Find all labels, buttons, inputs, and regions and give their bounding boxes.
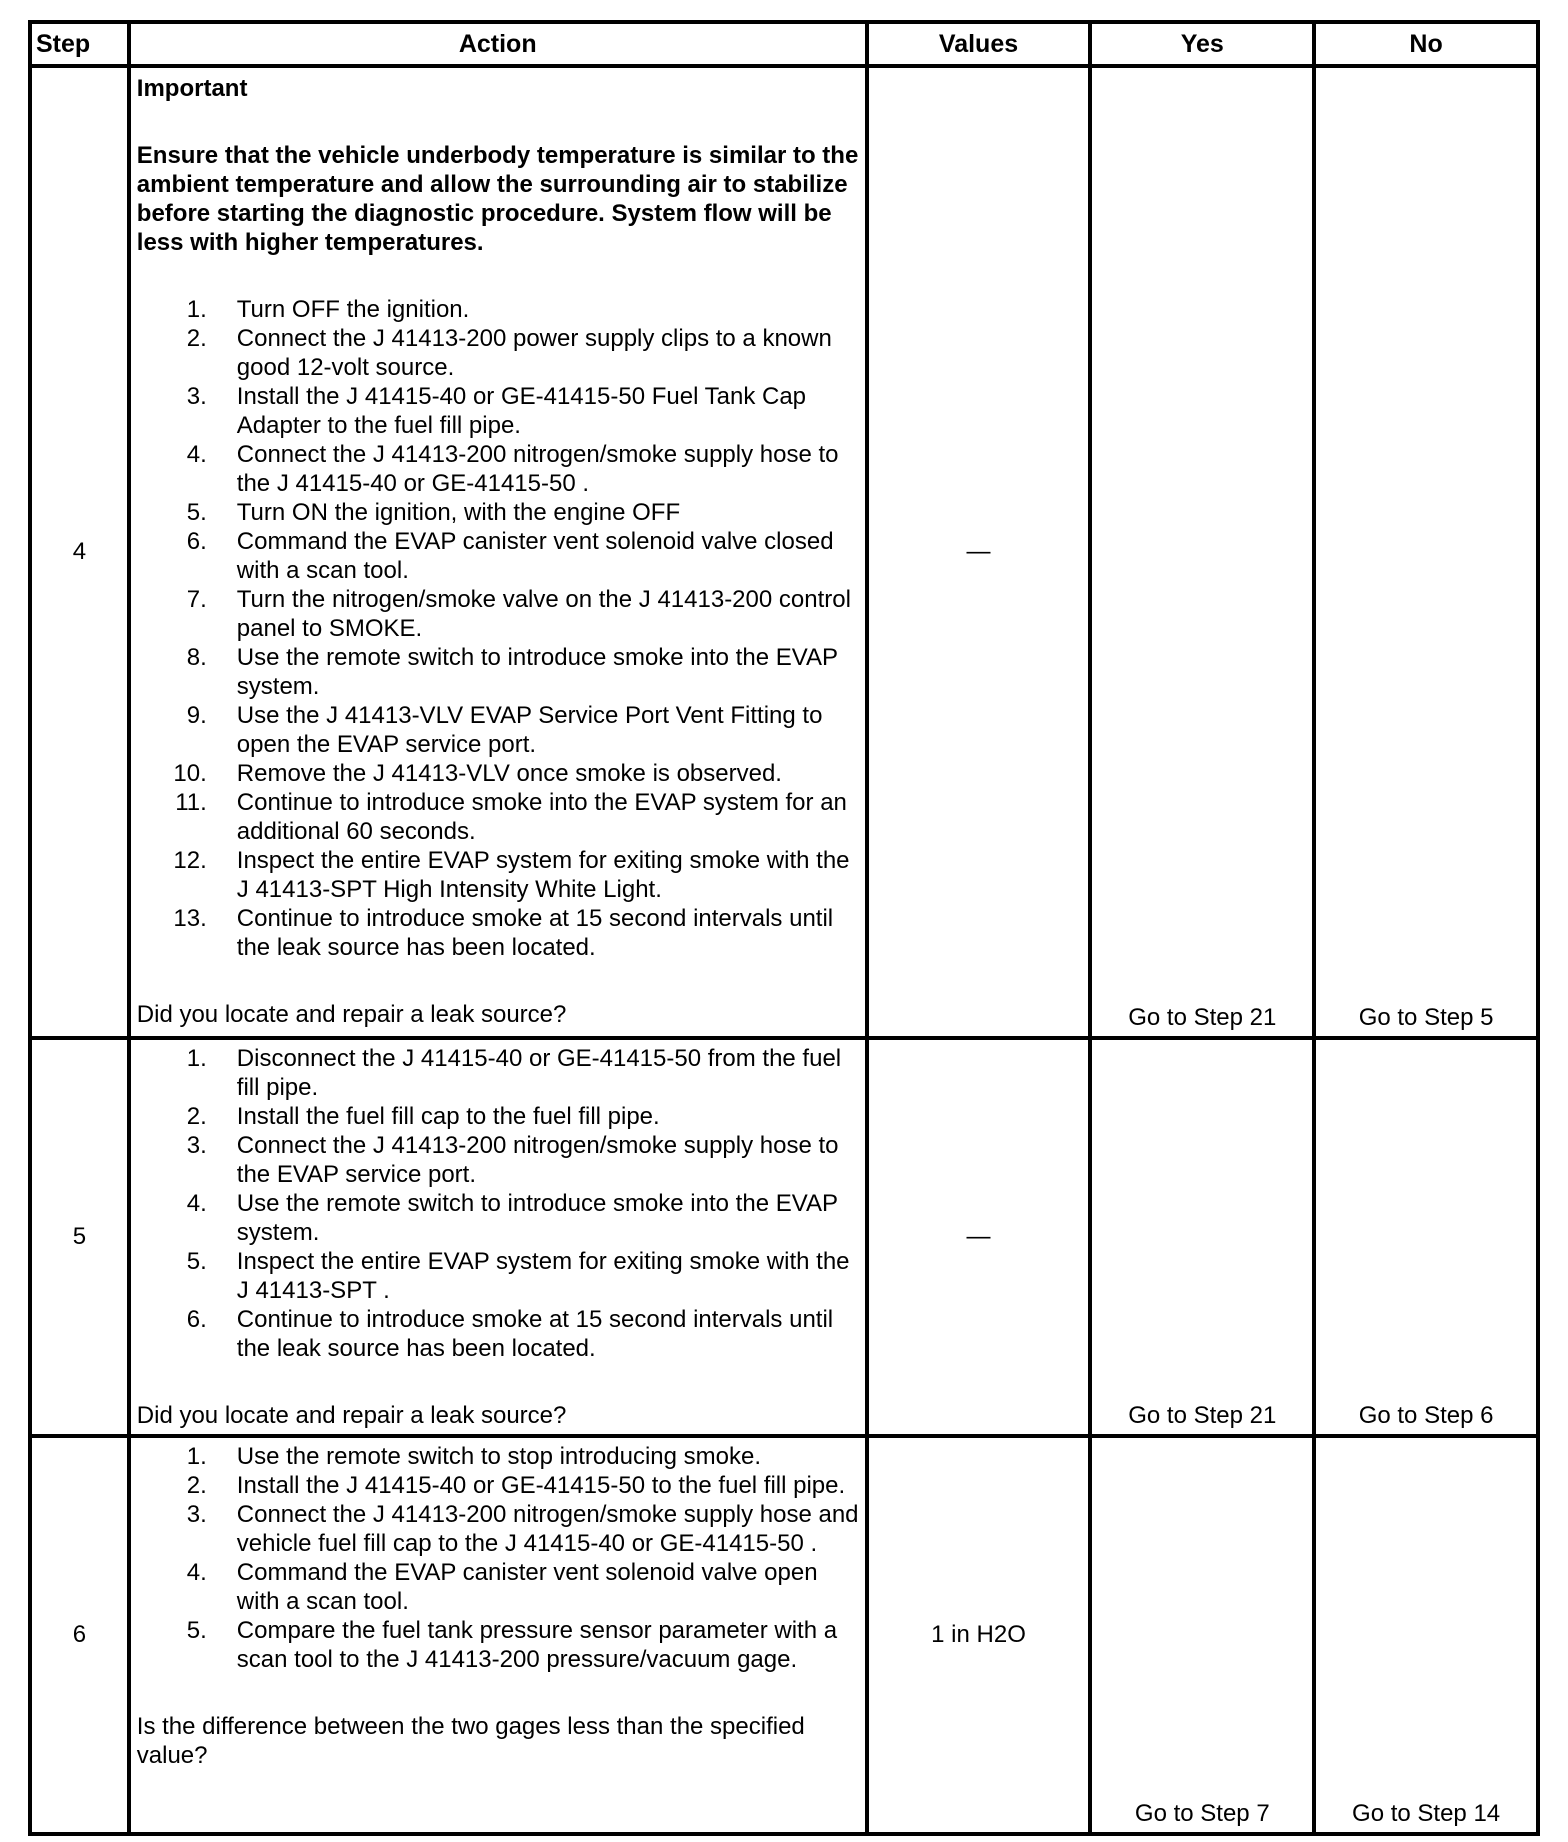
header-row (30, 22, 1538, 66)
list-item: 1. Use the remote switch to stop introducing smoke. (186, 1443, 762, 1470)
list-item: 4. Connect the J 41413-200 nitrogen/smoke supply hose to the J 41415-40 or GE-41415-50 . (186, 441, 839, 497)
values-cell: — (867, 1038, 1091, 1436)
list-item: 3. Connect the J 41413-200 nitrogen/smoke supply hose to the EVAP service port. (186, 1132, 839, 1188)
list-item: 5. Compare the fuel tank pressure sensor parameter with a scan tool to the J 41413-200 pressure/vacuum gage. (186, 1617, 838, 1673)
list-item: 3. Connect the J 41413-200 nitrogen/smoke supply hose and vehicle fuel fill cap to the J 41415-40 or GE-41415-50 . (186, 1501, 859, 1557)
table-row-step-6 (30, 1436, 1538, 1834)
list-item: 5. Turn ON the ignition, with the engine OFF (186, 499, 681, 526)
procedure-list (137, 1442, 859, 1674)
list-item: 9. Use the J 41413-VLV EVAP Service Port Vent Fitting to open the EVAP service port. (186, 702, 823, 758)
table-row-step-5 (30, 1038, 1538, 1436)
list-item: 6. Continue to introduce smoke at 15 second intervals until the leak source has been located. (186, 1306, 834, 1362)
no-cell: Go to Step 5 (1314, 66, 1538, 1038)
list-item: 3. Install the J 41415-40 or GE-41415-50 Fuel Tank Cap Adapter to the fuel fill pipe. (186, 383, 807, 439)
procedure-list (137, 295, 859, 962)
list-item: 8. Use the remote switch to introduce smoke into the EVAP system. (186, 644, 838, 700)
procedure-list (137, 1044, 859, 1363)
list-item: 6. Command the EVAP canister vent solenoid valve closed with a scan tool. (186, 528, 834, 584)
yes-cell: Go to Step 21 (1090, 66, 1314, 1038)
action-cell (129, 1038, 867, 1436)
list-item: 7. Turn the nitrogen/smoke valve on the J 41413-200 control panel to SMOKE. (186, 586, 851, 642)
list-item: 1. Turn OFF the ignition. (186, 296, 470, 323)
list-item: 5. Inspect the entire EVAP system for exiting smoke with the J 41413-SPT . (186, 1248, 850, 1304)
header-yes: Yes (1090, 22, 1314, 66)
values-cell: 1 in H2O (867, 1436, 1091, 1834)
table-row-step-4 (30, 66, 1538, 1038)
no-cell: Go to Step 14 (1314, 1436, 1538, 1834)
important-note: Ensure that the vehicle underbody temperature is similar to the ambient temperature and allow the surrounding air to stabilize before starting the diagnostic procedure. System flow will be less with higher temperatures. (136, 142, 859, 256)
step-number: 6 (30, 1436, 129, 1834)
yes-cell: Go to Step 7 (1090, 1436, 1314, 1834)
action-cell (129, 66, 867, 1038)
list-item: 2. Install the fuel fill cap to the fuel fill pipe. (186, 1103, 660, 1130)
list-item: 13. Continue to introduce smoke at 15 second intervals until the leak source has been located. (173, 905, 834, 961)
action-cell (129, 1436, 867, 1834)
list-item: 4. Use the remote switch to introduce smoke into the EVAP system. (186, 1190, 838, 1246)
diagnostic-table-sheet (28, 20, 1540, 1836)
list-item: 2. Connect the J 41413-200 power supply clips to a known good 12-volt source. (186, 325, 832, 381)
header-action: Action (129, 22, 867, 66)
list-item: 12. Inspect the entire EVAP system for exiting smoke with the J 41413-SPT High Intensity White Light. (173, 847, 850, 903)
yes-cell: Go to Step 21 (1090, 1038, 1314, 1436)
list-item: 2. Install the J 41415-40 or GE-41415-50 to the fuel fill pipe. (186, 1472, 846, 1499)
list-item: 1. Disconnect the J 41415-40 or GE-41415-50 from the fuel fill pipe. (186, 1045, 842, 1101)
header-values: Values (867, 22, 1091, 66)
list-item: 10. Remove the J 41413-VLV once smoke is observed. (173, 760, 782, 787)
diagnostic-table (28, 20, 1540, 1836)
no-cell: Go to Step 6 (1314, 1038, 1538, 1436)
header-no: No (1314, 22, 1538, 66)
list-item: 11. Continue to introduce smoke into the EVAP system for an additional 60 seconds. (175, 789, 847, 845)
header-step: Step (30, 22, 129, 66)
step-number: 5 (30, 1038, 129, 1436)
values-cell: — (867, 66, 1091, 1038)
question-text: Did you locate and repair a leak source? (136, 1402, 567, 1429)
question-text: Is the difference between the two gages less than the specified value? (136, 1713, 805, 1769)
list-item: 4. Command the EVAP canister vent solenoid valve open with a scan tool. (186, 1559, 818, 1615)
step-number: 4 (30, 66, 129, 1038)
question-text: Did you locate and repair a leak source? (136, 1001, 567, 1028)
important-title: Important (136, 75, 248, 102)
